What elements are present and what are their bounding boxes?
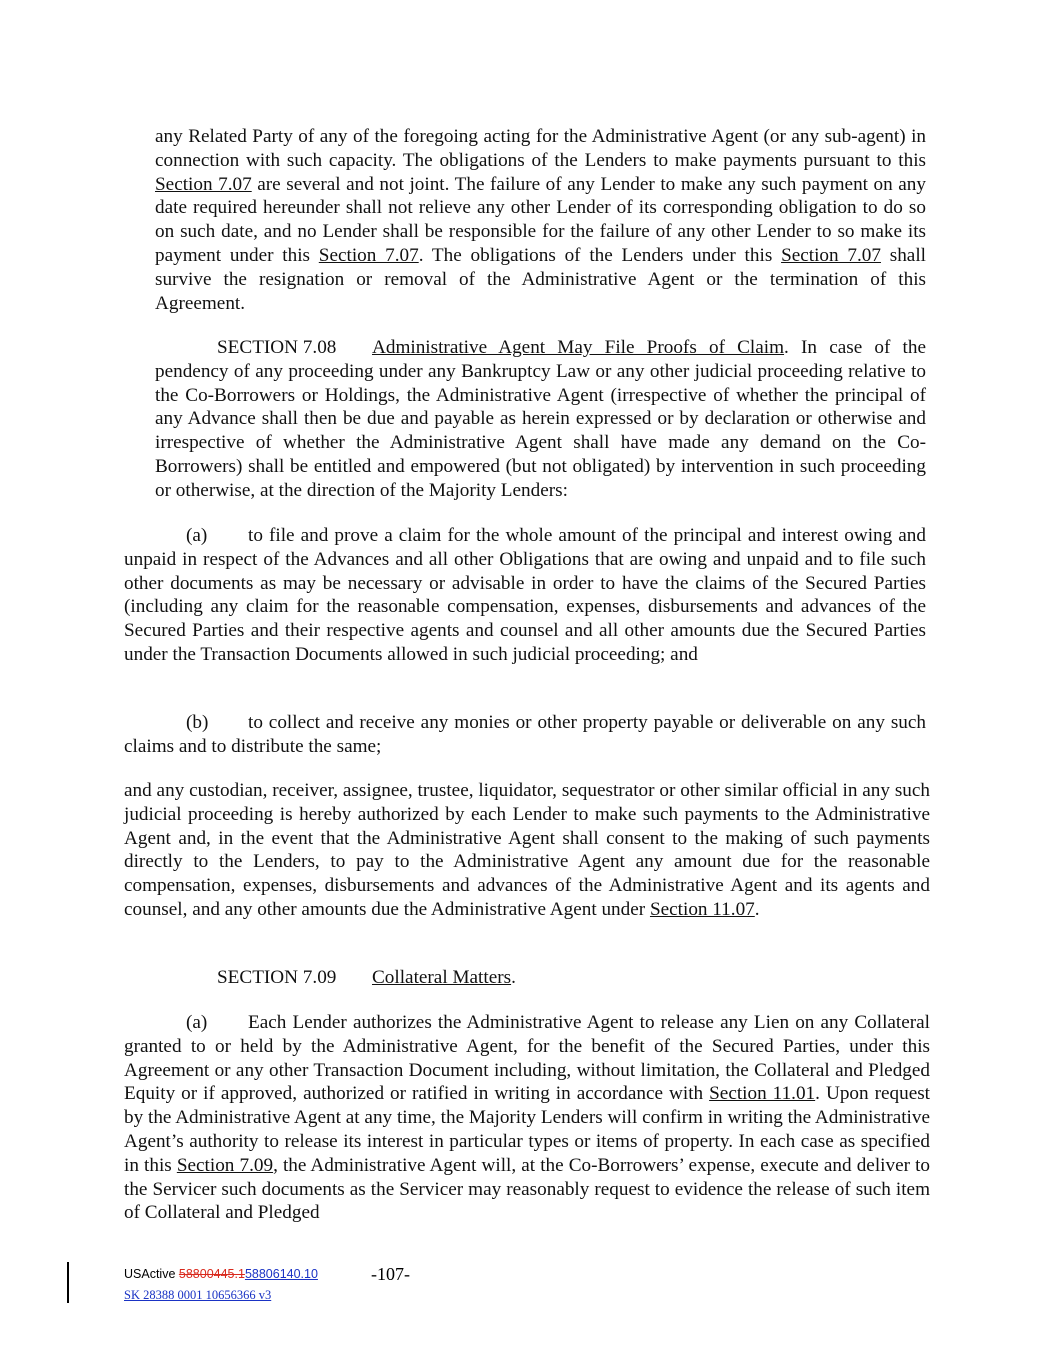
page-number: -107- (371, 1264, 410, 1284)
section-heading: Collateral Matters (372, 967, 512, 988)
paragraph-section-7-08 (155, 336, 926, 503)
footer-doc-id: SK 28388 0001 10656366 v3 (124, 1288, 272, 1302)
text-run: . Upon request by the Administrative Agent at any time, the Majority Lenders will confirm in writing the Administrative Agent’s authority to release its interest in particular types or items of property. In each case as specified in this (124, 1083, 931, 1176)
clause-label: (b) (186, 712, 209, 733)
section-reference-11-07: Section 11.07 (649, 898, 755, 920)
section-reference-7-07: Section 7.07 (155, 173, 252, 195)
section-reference-7-07: Section 7.07 (781, 244, 881, 266)
text-run: are several and not joint. The failure of any Lender to make any such payment on any date required hereunder shall not relieve any other Lender of its corresponding obligation to do so on such date, and no Lender shall be responsible for the failure of any other Lender to so make its payment under this (155, 173, 926, 266)
section-reference-11-01: Section 11.01 (709, 1083, 816, 1105)
clause-label: (a) (186, 1012, 208, 1033)
deleted-version: 58800445.1 (178, 1267, 245, 1281)
section-heading: Administrative Agent May File Proofs of Claim (372, 337, 785, 358)
section-number: SECTION 7.09 (217, 967, 337, 988)
clause-label: (a) (186, 525, 208, 546)
text-run: . (511, 967, 516, 988)
text-run: Each Lender authorizes the Administrative Agent to release any Lien on any Collateral granted to or held by the Administrative Agent, for the benefit of the Secured Parties, under this Agreement or any other Transaction Document including, without limitation, the Collateral and Pledged Equity or if approved, authorized or ratified in writing in accordance with (124, 1012, 930, 1105)
paragraph-section-7-09 (124, 966, 926, 990)
section-reference-7-07: Section 7.07 (318, 244, 419, 266)
footer-doc-version (124, 1266, 318, 1282)
section-reference-7-09: Section 7.09 (176, 1154, 274, 1176)
clause-b-collect-monies (124, 711, 926, 759)
text-run: any Related Party of any of the foregoing acting for the Administrative Agent (or any sub-agent) in connection with such capacity. The obligations of the Lenders to make payments pursuant to this (155, 126, 926, 171)
section-number: SECTION 7.08 (217, 337, 337, 358)
paragraph-custodian-authorization (124, 779, 930, 922)
text-run: . (754, 898, 760, 920)
text-run: . The obligations of the Lenders under this (418, 244, 782, 266)
text-run: shall survive the resignation or removal of the Administrative Agent or the termination of this Agreement. (155, 244, 926, 314)
inserted-version: 58806140.10 (244, 1267, 318, 1281)
text-run: to file and prove a claim for the whole amount of the principal and interest owing and unpaid in respect of the Advances and all other Obligations that are owing and unpaid and to file such other documents as may be necessary or advisable in order to have the claims of the Secured Parties (including any claim for the reasonable compensation, expenses, disbursements and advances of the Secured Parties and their respective agents and counsel and all other amounts due the Secured Parties under the Transaction Documents allowed in such judicial proceeding; and (124, 525, 926, 665)
text-run: , the Administrative Agent will, at the Co-Borrowers’ expense, execute and deliver to the Servicer such documents as the Servicer may reasonably request to evidence the release of such item of Collateral and Pledged (124, 1154, 930, 1224)
clause-a-release-lien (124, 1011, 930, 1225)
text-run: and any custodian, receiver, assignee, trustee, liquidator, sequestrator or other similar official in any such judicial proceeding is hereby authorized by each Lender to make such payments to the Administrative Agent and, in the event that the Administrative Agent shall consent to the making of such payments directly to the Lenders, to pay to the Administrative Agent any amount due for the reasonable compensation, expenses, disbursements and advances of the Administrative Agent and its agents and counsel, and any other amounts due the Administrative Agent under (124, 780, 930, 920)
clause-a-file-claim (124, 524, 926, 667)
footer-prefix: USActive (124, 1267, 179, 1281)
text-run: to collect and receive any monies or other property payable or deliverable on any such claims and to distribute the same; (124, 712, 926, 757)
paragraph-indemnity-continued (155, 125, 926, 315)
text-run: . In case of the pendency of any proceeding under any Bankruptcy Law or any other judicial proceeding relative to the Co-Borrowers or Holdings, the Administrative Agent (irrespective of whether the principal of any Advance shall then be due and payable as herein expressed or by declaration or otherwise and irrespective of whether the Administrative Agent shall have made any demand on the Co-Borrowers) shall be entitled and empowered (but not obligated) by intervention in such proceeding or otherwise, at the direction of the Majority Lenders: (155, 337, 926, 501)
change-bar (67, 1262, 69, 1303)
